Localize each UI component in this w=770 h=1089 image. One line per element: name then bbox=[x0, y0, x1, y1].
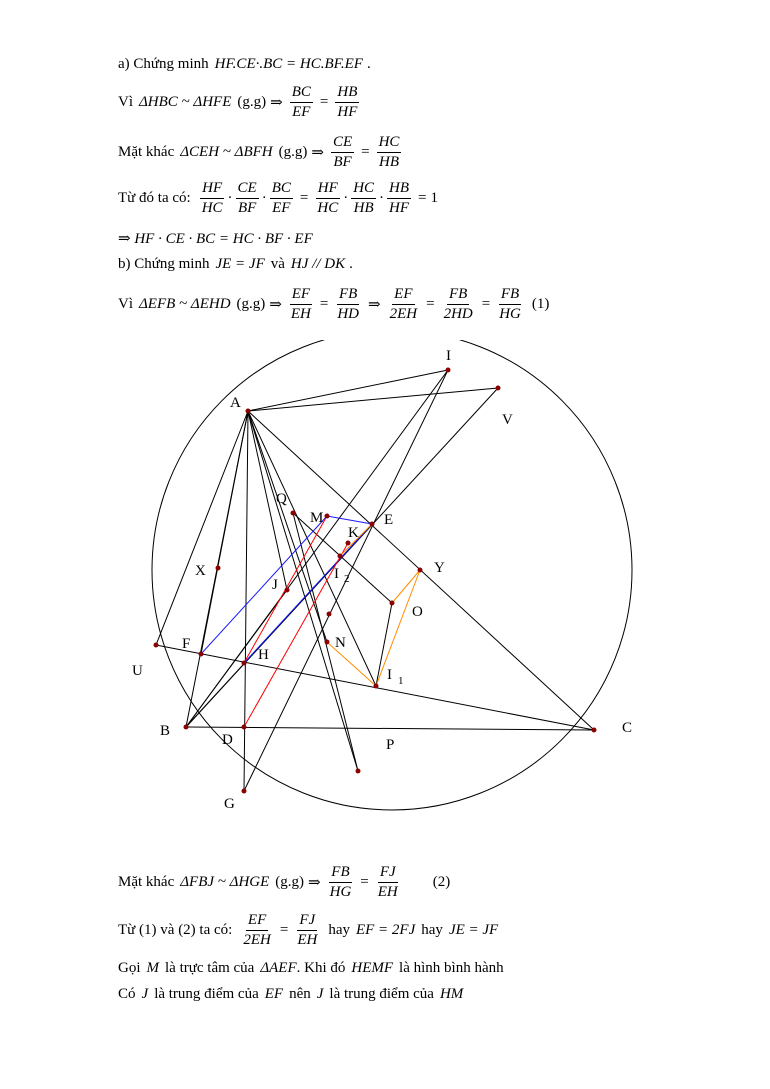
part-b-line5 bbox=[118, 986, 463, 1003]
label-C: C bbox=[622, 720, 633, 736]
text: . Khi đó bbox=[296, 960, 346, 976]
point-V bbox=[496, 386, 501, 391]
fraction: $\frac{FB}{HG}$ bbox=[329, 864, 352, 900]
label-G: G bbox=[224, 796, 235, 812]
point-O bbox=[390, 601, 395, 606]
label-M: M bbox=[310, 510, 324, 526]
label-V: V bbox=[502, 412, 513, 428]
fraction: $\frac{BC}{EF}$ bbox=[291, 84, 311, 120]
label-B: B bbox=[160, 723, 171, 739]
part-a-line1-sim: ΔHBC ~ ΔHFE bbox=[139, 94, 232, 110]
part-b-heading-and: và bbox=[270, 256, 285, 272]
fraction: $\frac{HC}{HB}$ bbox=[353, 180, 375, 216]
part-b-heading-m1: JE = JF bbox=[215, 256, 265, 272]
point-N bbox=[325, 640, 330, 645]
text: là trực tâm của bbox=[165, 960, 255, 976]
fraction: $\frac{FJ}{EH}$ bbox=[377, 864, 398, 900]
math: M bbox=[146, 960, 159, 976]
label-Q: Q bbox=[276, 491, 287, 507]
part-a-line2-case: (g.g) bbox=[278, 144, 308, 160]
point-U bbox=[154, 643, 159, 648]
text: Gọi bbox=[118, 960, 141, 976]
label-A: A bbox=[230, 395, 241, 411]
point-P bbox=[356, 769, 361, 774]
label-F: F bbox=[182, 636, 191, 652]
point-midpoint bbox=[327, 612, 332, 617]
part-a-heading-prefix: a) Chứng minh bbox=[118, 56, 209, 72]
word-hay: hay bbox=[421, 922, 443, 938]
fraction: $\frac{CE}{BF}$ bbox=[332, 134, 353, 170]
math-ef-2fj: EF = 2FJ bbox=[355, 922, 416, 938]
text: là trung điểm của bbox=[154, 986, 259, 1002]
equation-tag-2: (2) bbox=[432, 874, 451, 890]
fraction: $\frac{EF}{2EH}$ bbox=[389, 286, 418, 322]
fraction: $\frac{HC}{HB}$ bbox=[378, 134, 400, 170]
label-I2: I bbox=[334, 566, 339, 582]
part-a-heading-math: HF.CE·.BC = HC.BF.EF bbox=[214, 56, 363, 72]
part-a-line3-prefix: Từ đó ta có: bbox=[118, 190, 191, 206]
part-b-line1: Vì ΔEFB ~ ΔEHD (g.g) ⇒ $\frac{EF}{EH}$ = $\frac{FB}{HD}$ ⇒ $\frac{EF}{2EH}$ = $\frac{FB}{2HD}$ = $\frac{FB}{HG}$ (1) bbox=[118, 286, 550, 322]
part-b-line1-sim: ΔEFB ~ ΔEHD bbox=[139, 296, 231, 312]
point-M bbox=[325, 514, 330, 519]
math: EF bbox=[264, 986, 284, 1002]
orange-lines bbox=[327, 524, 420, 686]
fraction: $\frac{BC}{EF}$ bbox=[271, 180, 291, 216]
label-O: O bbox=[412, 604, 423, 620]
part-a-line1-case: (g.g) bbox=[237, 94, 267, 110]
fraction: $\frac{EF}{EH}$ bbox=[290, 286, 311, 322]
part-a-line3: Từ đó ta có: $\frac{HF}{HC}$ · $\frac{CE}{BF}$ · $\frac{BC}{EF}$ = $\frac{HF}{HC}$ · $\frac{HC}{HB}$ · $\frac{HB}{HF}$ = 1 bbox=[118, 180, 439, 216]
label-E: E bbox=[384, 512, 394, 528]
point-X bbox=[216, 566, 221, 571]
result-value: 1 bbox=[430, 190, 439, 206]
black-lines bbox=[156, 370, 594, 791]
text: là hình bình hành bbox=[399, 960, 504, 976]
text: Có bbox=[118, 986, 136, 1002]
fraction: $\frac{EF}{2EH}$ bbox=[243, 912, 271, 948]
point-J bbox=[285, 588, 290, 593]
math-je-jf: JE = JF bbox=[448, 922, 499, 938]
part-b-heading bbox=[118, 256, 353, 273]
part-a-heading bbox=[118, 56, 371, 73]
point-C bbox=[592, 728, 597, 733]
part-b-heading-prefix: b) Chứng minh bbox=[118, 256, 210, 272]
fraction: $\frac{CE}{BF}$ bbox=[237, 180, 257, 216]
part-a-line2-prefix: Mặt khác bbox=[118, 144, 175, 160]
label-I1: I bbox=[387, 667, 392, 683]
part-b-heading-suffix: . bbox=[349, 256, 353, 272]
part-b-line1-case: (g.g) bbox=[236, 296, 266, 312]
fraction: $\frac{HB}{HF}$ bbox=[389, 180, 410, 216]
label-H: H bbox=[258, 647, 269, 663]
label-Y: Y bbox=[434, 560, 445, 576]
label-J: J bbox=[272, 577, 278, 593]
text: nên bbox=[289, 986, 311, 1002]
word-hay: hay bbox=[328, 922, 350, 938]
point-Y bbox=[418, 568, 423, 573]
equation-tag-1: (1) bbox=[531, 296, 550, 312]
point-K bbox=[346, 541, 351, 546]
label-D: D bbox=[222, 732, 233, 748]
part-b-line2-sim: ΔFBJ ~ ΔHGE bbox=[180, 874, 270, 890]
geometry-figure bbox=[0, 340, 770, 830]
label-I1-sub: 1 bbox=[398, 675, 404, 687]
math: ΔAEF bbox=[260, 960, 297, 976]
point-G bbox=[242, 789, 247, 794]
text: là trung điểm của bbox=[329, 986, 434, 1002]
part-b-line2: Mặt khác ΔFBJ ~ ΔHGE (g.g) ⇒ $\frac{FB}{HG}$ = $\frac{FJ}{EH}$ (2) bbox=[118, 864, 451, 900]
label-X: X bbox=[195, 563, 206, 579]
math: HEMF bbox=[351, 960, 394, 976]
point-I bbox=[446, 368, 451, 373]
label-U: U bbox=[132, 663, 143, 679]
point-B bbox=[184, 725, 189, 730]
label-I: I bbox=[446, 348, 451, 364]
part-b-line2-case: (g.g) bbox=[275, 874, 305, 890]
fraction: $\frac{FB}{2HD}$ bbox=[443, 286, 473, 322]
part-a-line1-prefix: Vì bbox=[118, 94, 133, 110]
point-A bbox=[246, 409, 251, 414]
point-I2 bbox=[338, 554, 343, 559]
fraction: $\frac{HF}{HC}$ bbox=[317, 180, 339, 216]
part-b-line3: Từ (1) và (2) ta có: $\frac{EF}{2EH}$ = $\frac{FJ}{EH}$ hay EF = 2FJ hay JE = JF bbox=[118, 912, 499, 948]
part-b-line3-prefix: Từ (1) và (2) ta có: bbox=[118, 922, 233, 938]
label-I2-sub: 2 bbox=[344, 573, 350, 585]
fraction: $\frac{FB}{HG}$ bbox=[499, 286, 521, 322]
part-b-heading-m2: HJ // DK bbox=[290, 256, 346, 272]
fraction: $\frac{FB}{HD}$ bbox=[337, 286, 360, 322]
math: J bbox=[316, 986, 324, 1002]
part-a-line2: Mặt khác ΔCEH ~ ΔBFH (g.g) ⇒ $\frac{CE}{BF}$ = $\frac{HC}{HB}$ bbox=[118, 134, 400, 170]
point-Q bbox=[291, 511, 296, 516]
point-I1 bbox=[374, 684, 379, 689]
red-lines bbox=[244, 516, 348, 727]
fraction: $\frac{HF}{HC}$ bbox=[201, 180, 223, 216]
part-b-line4 bbox=[118, 960, 504, 977]
part-b-line1-prefix: Vì bbox=[118, 296, 133, 312]
fraction: $\frac{FJ}{EH}$ bbox=[297, 912, 318, 948]
point-F bbox=[199, 652, 204, 657]
part-a-conclusion-math: ⇒ HF · CE · BC = HC · BF · EF bbox=[118, 231, 313, 247]
label-P: P bbox=[386, 737, 395, 753]
part-a-heading-suffix: . bbox=[366, 56, 371, 72]
part-a-conclusion bbox=[118, 229, 313, 248]
part-a-line2-sim: ΔCEH ~ ΔBFH bbox=[180, 144, 273, 160]
point-E bbox=[370, 522, 375, 527]
implies-symbol: ⇒ bbox=[270, 95, 283, 111]
fraction: $\frac{HB}{HF}$ bbox=[337, 84, 358, 120]
label-N: N bbox=[335, 635, 346, 651]
point-D bbox=[242, 725, 247, 730]
math: HM bbox=[439, 986, 464, 1002]
implies-symbol: ⇒ bbox=[311, 145, 324, 161]
math: J bbox=[141, 986, 149, 1002]
part-b-line2-prefix: Mặt khác bbox=[118, 874, 175, 890]
label-K: K bbox=[348, 525, 359, 541]
part-a-line1: Vì ΔHBC ~ ΔHFE (g.g) ⇒ $\frac{BC}{EF}$ = $\frac{HB}{HF}$ bbox=[118, 84, 358, 120]
point-H bbox=[242, 661, 247, 666]
